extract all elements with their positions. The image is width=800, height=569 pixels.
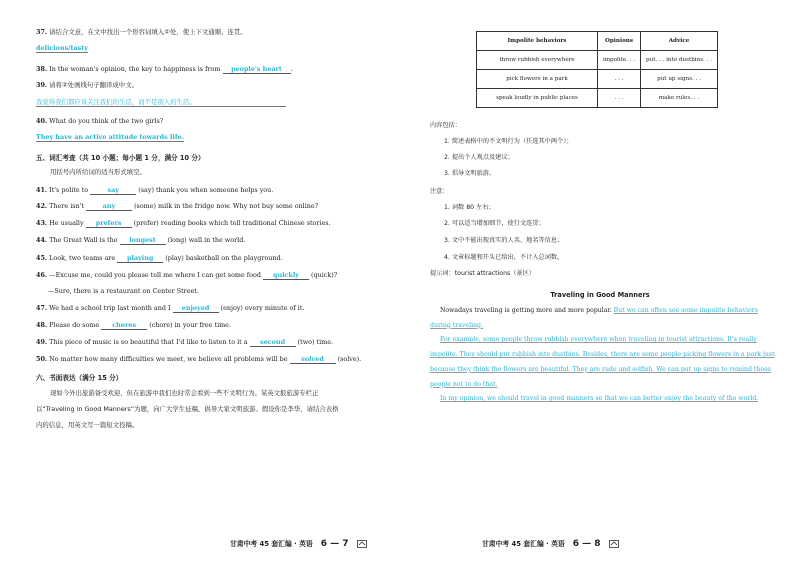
- table-header-row: [477, 32, 718, 51]
- note-item: 2. 可以适当增加细节，使行文连贯；: [444, 220, 545, 227]
- vocab-item: 50. No matter how many difficulties we meet, we believe all problems will be solved (solve).: [36, 355, 362, 363]
- table-cell: speak loudly in public places: [477, 89, 598, 108]
- note-item: 1. 词数 80 左右；: [444, 204, 495, 211]
- vocab-item: 47. We had a school trip last month and I enjoyed (enjoy) every minute of it.: [36, 304, 305, 312]
- content-title: 内容包括：: [430, 122, 461, 129]
- vocab-item: 49. This piece of music is so beautiful that I'd like to listen to it a second (two) time.: [36, 338, 334, 346]
- right-footer: 甘肃中考 45 套汇编 · 英语 6 — 8: [482, 538, 619, 549]
- question-38: 38. In the woman's opinion, the key to happiness is from people's heart .: [36, 65, 293, 73]
- vocab-item: 43. He usually prefers (prefer) reading books which tell traditional Chinese stories.: [36, 219, 331, 227]
- vocab-item: 45. Look, two teams are playing (play) basketball on the playground.: [36, 254, 283, 262]
- blank-answer: say: [90, 186, 136, 195]
- table-header: Advice: [641, 32, 718, 51]
- essay-line: people not to do that.: [430, 380, 498, 388]
- table-cell: impolite. . .: [598, 51, 641, 70]
- blank-answer: solved: [290, 355, 336, 364]
- hint-words: 提示词：tourist attractions（景区）: [430, 270, 535, 277]
- publisher-logo-icon: [609, 540, 619, 548]
- behavior-table: [476, 31, 718, 108]
- answer-40: They have an active attitude towards life.: [36, 133, 184, 141]
- left-footer: 甘肃中考 45 套汇编 · 英语 6 — 7: [230, 538, 367, 549]
- section-6-para-1: 现如今外出旅游备受欢迎，但在旅游中我们也时常会看到一些不文明行为。某英文报旅游专栏正: [50, 389, 319, 397]
- table-cell: pick flowers in a park: [477, 70, 598, 89]
- vocab-item: 42. There isn't any (some) milk in the fridge now. Why not buy some online?: [36, 202, 319, 210]
- content-item: 1. 简述表格中的不文明行为（任选其中两个）；: [444, 138, 573, 145]
- blank-answer: second: [250, 338, 296, 347]
- table-row: [477, 89, 718, 108]
- right-page: [400, 0, 800, 569]
- essay-line: In my opinion, we should travel in good manners so that we can better enjoy the beauty of the world.: [440, 395, 759, 403]
- publisher-logo-icon: [357, 540, 367, 548]
- question-37: 37. 请结合文意，在文中找出一个形容词填入①处，使上下文通顺、连贯。: [36, 28, 247, 36]
- table-cell: put. . . into dustbins. . .: [641, 51, 718, 70]
- table-row: [477, 70, 718, 89]
- vocab-item: 44. The Great Wall is the longest (long) wall in the world.: [36, 236, 246, 244]
- vocab-item: 46. —Excuse me, could you please tell me where I can get some food quickly (quick)?: [36, 271, 338, 279]
- blank-answer: quickly: [263, 271, 309, 280]
- section-6-para-2: 以“Traveling in Good Manners”为题，向广大学生征稿，倡导大家文明旅游。假设你是李华，请结合表格: [36, 405, 339, 413]
- table-header: Opinions: [598, 32, 641, 51]
- blank-answer: chores: [101, 321, 147, 330]
- table-cell: throw rubbish everywhere: [477, 51, 598, 70]
- blank-answer: longest: [120, 236, 166, 245]
- section-5-title: 五、词汇考查（共 10 小题；每小题 1 分，满分 10 分）: [36, 154, 205, 162]
- note-item: 4. 文章标题和开头已给出，不计入总词数。: [444, 254, 564, 261]
- table-cell: . . .: [598, 70, 641, 89]
- essay-title: Traveling in Good Manners: [550, 291, 650, 299]
- essay-line: during traveling.: [430, 321, 483, 329]
- essay-line: Nowadays traveling is getting more and more popular. But we can often see some impolite behaviors: [440, 307, 758, 314]
- notes-title: 注意：: [430, 188, 449, 195]
- blank-answer: enjoyed: [173, 304, 219, 313]
- blank-answer: playing: [117, 254, 163, 263]
- blank-answer: prefers: [86, 219, 132, 228]
- table-cell: make rules. . .: [641, 89, 718, 108]
- vocab-item: 41. It's polite to say (say) thank you when someone helps you.: [36, 186, 274, 194]
- answer-39: 我觉得我们都应该关注我们的生活，而不是别人的生活。: [36, 97, 286, 107]
- vocab-item: 48. Please do some chores (chore) in your free time.: [36, 321, 231, 329]
- question-39: 39. 请将②处画线句子翻译成中文。: [36, 81, 138, 89]
- table-cell: . . .: [598, 89, 641, 108]
- content-item: 3. 倡导文明旅游。: [444, 170, 496, 177]
- table-header: Impolite behaviors: [477, 32, 598, 51]
- answer-37: delicious/tasty: [36, 44, 88, 52]
- essay-line: because they think the flowers are beautiful. They are rude and selfish. We can put up signs to remind those: [430, 365, 771, 373]
- question-46-reply: —Sure, there is a restaurant on Center Street.: [48, 287, 199, 295]
- section-6-title: 六、书面表达（满分 15 分）: [36, 374, 123, 382]
- blank-answer: any: [86, 202, 132, 211]
- note-item: 3. 文中不能出现真实的人名、地名等信息；: [444, 237, 564, 244]
- essay-line: impolite. They should put rubbish into dustbins. Besides, there are some people picking flowers in a park just: [430, 351, 775, 359]
- content-item: 2. 提出个人观点及建议；: [444, 154, 514, 161]
- table-cell: put up signs. . .: [641, 70, 718, 89]
- section-5-instruction: 用括号内所给词的适当形式填空。: [50, 168, 146, 176]
- essay-body: [430, 304, 775, 407]
- question-40: 40. What do you think of the two girls?: [36, 117, 164, 125]
- essay-line: For example, some people throw rubbish everywhere when traveling in tourist attractions. It's really: [440, 336, 757, 344]
- section-6-para-3: 内的信息，用英文写一篇短文投稿。: [36, 421, 139, 429]
- table-row: [477, 51, 718, 70]
